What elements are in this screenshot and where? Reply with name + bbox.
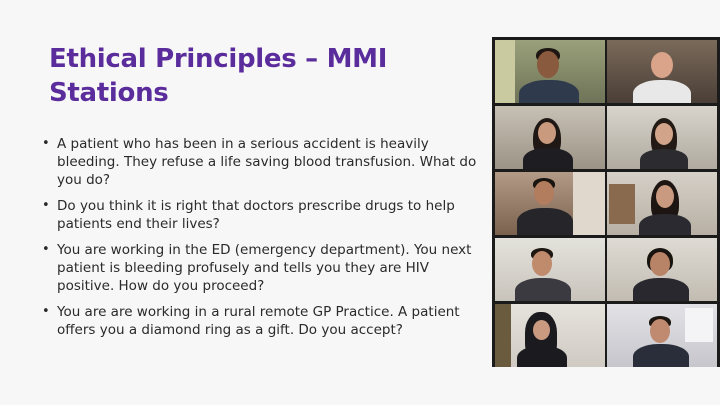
slide-title: Ethical Principles – MMI Stations (49, 44, 388, 108)
bullet-text: A patient who has been in a serious accident is heavily bleeding. They refuse a life saving blood transfusion. What do you do? (57, 136, 477, 188)
slide-bullet (40, 241, 480, 295)
participant-video-tile[interactable] (495, 238, 605, 301)
participant-video-tile[interactable] (495, 106, 605, 169)
participant-video-tile[interactable] (607, 304, 717, 367)
slide-bullet (40, 303, 480, 339)
participant-video-tile[interactable] (607, 238, 717, 301)
participant-video-tile[interactable] (495, 40, 605, 103)
bullet-text: You are working in the ED (emergency department). You next patient is bleeding profusely and tells you they are HIV positive. How do you proceed? (57, 242, 472, 294)
bullet-dot: • (42, 136, 50, 151)
bullet-text: You are are working in a rural remote GP Practice. A patient offers you a diamond ring as a gift. Do you accept? (57, 304, 460, 338)
participant-video-tile[interactable] (607, 172, 717, 235)
participant-video-tile[interactable] (607, 40, 717, 103)
bullet-dot: • (42, 242, 50, 257)
bullet-text: Do you think it is right that doctors prescribe drugs to help patients end their lives? (57, 198, 455, 232)
slide-bullet (40, 135, 480, 189)
participant-video-tile[interactable] (607, 106, 717, 169)
slide-bullet-list (40, 135, 480, 347)
participant-video-tile[interactable] (495, 172, 605, 235)
video-gallery (492, 37, 720, 367)
participant-video-tile[interactable] (495, 304, 605, 367)
bullet-dot: • (42, 304, 50, 319)
bullet-dot: • (42, 198, 50, 213)
slide-bullet (40, 197, 480, 233)
